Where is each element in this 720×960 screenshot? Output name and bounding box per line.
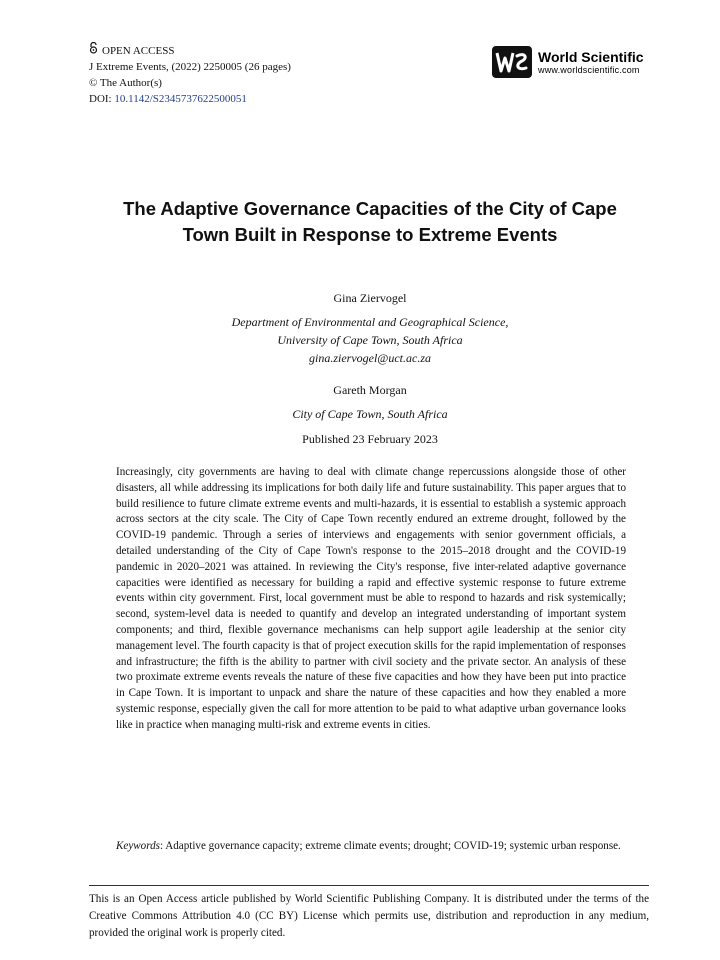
publisher-name: World Scientific [538,48,644,65]
license-notice: This is an Open Access article published by World Scientific Publishing Company. It is distributed under the terms of the Creative Commons Attribution 4.0 (CC BY) License which permits use, distribution and reproduction in any medium, provided the original work is properly cited. [89,893,649,939]
publisher-url: www.worldscientific.com [538,64,640,75]
publication-date: Published 23 February 2023 [302,432,438,446]
journal-citation: J Extreme Events, (2022) 2250005 (26 pages) [89,61,291,73]
author-affiliation: Department of Environmental and Geographical Science, [231,315,509,329]
author-email[interactable]: gina.ziervogel@uct.ac.za [308,351,431,365]
abstract: Increasingly, city governments are having to deal with climate change repercussions alongside those of other disasters, all while addressing its implications for both daily life and future sustainability. This paper argues that to build resilience to future climate extreme events and multi-hazards, it is essential to establish a systemic approach across sectors at the city scale. The City of Cape Town recently endured an extreme drought, followed by the COVID-19 pandemic. Through a series of interviews and engagements with senior government officials, a detailed understanding of the City of Cape Town's response to the 2015–2018 drought and the COVID-19 pandemic in 2020–2021 was attained. In reviewing the City's response, five inter-related adaptive governance capacities were identified as necessary for building a rapid and effective systemic response to future extreme events within city government. First, local government must be able to respond to hazards and risk systemically; second, system-level data is needed to quantify and develop an integrated understanding of important system components; and third, flexible governance mechanisms can help support agile leadership at the senior city management level. The fourth capacity is that of project execution skills for the rapid implementation of responses and infrastructure; the fifth is the ability to partner with civil society and the private sector. An analysis of these two proximate extreme events reveals the nature of these five capacities and how they have been put into practice in Cape Town. It is important to unpack and share the nature of these capacities and how they enabled a more systemic response, especially given the call for more attention to be paid to what adaptive urban governance looks like in practice when managing multi-risk and extreme events in cities. [116,466,626,731]
author-affiliation: University of Cape Town, South Africa [277,333,463,347]
doi-label: DOI: [89,93,112,105]
author-block [100,289,640,423]
author-affiliation: City of Cape Town, South Africa [292,407,448,421]
doi-link[interactable]: 10.1142/S2345737622500051 [114,93,247,105]
article-metadata [89,42,291,107]
open-lock-icon [89,42,98,59]
article-title: The Adaptive Governance Capacities of the City of Cape Town Built in Response to Extreme Events [123,198,617,245]
open-access-label: OPEN ACCESS [102,44,175,57]
doi-line [89,91,291,107]
publisher-logo[interactable] [492,44,644,80]
copyright-notice: © The Author(s) [89,77,162,89]
keywords [116,839,626,855]
keywords-list: : Adaptive governance capacity; extreme climate events; drought; COVID-19; systemic urban response. [159,840,621,852]
author-name: Gina Ziervogel [333,291,407,305]
keywords-label: Keywords [116,840,160,852]
footnote-divider [89,885,649,886]
world-scientific-logo-icon [492,44,532,80]
author-name: Gareth Morgan [333,383,407,397]
open-access-line [89,42,291,59]
